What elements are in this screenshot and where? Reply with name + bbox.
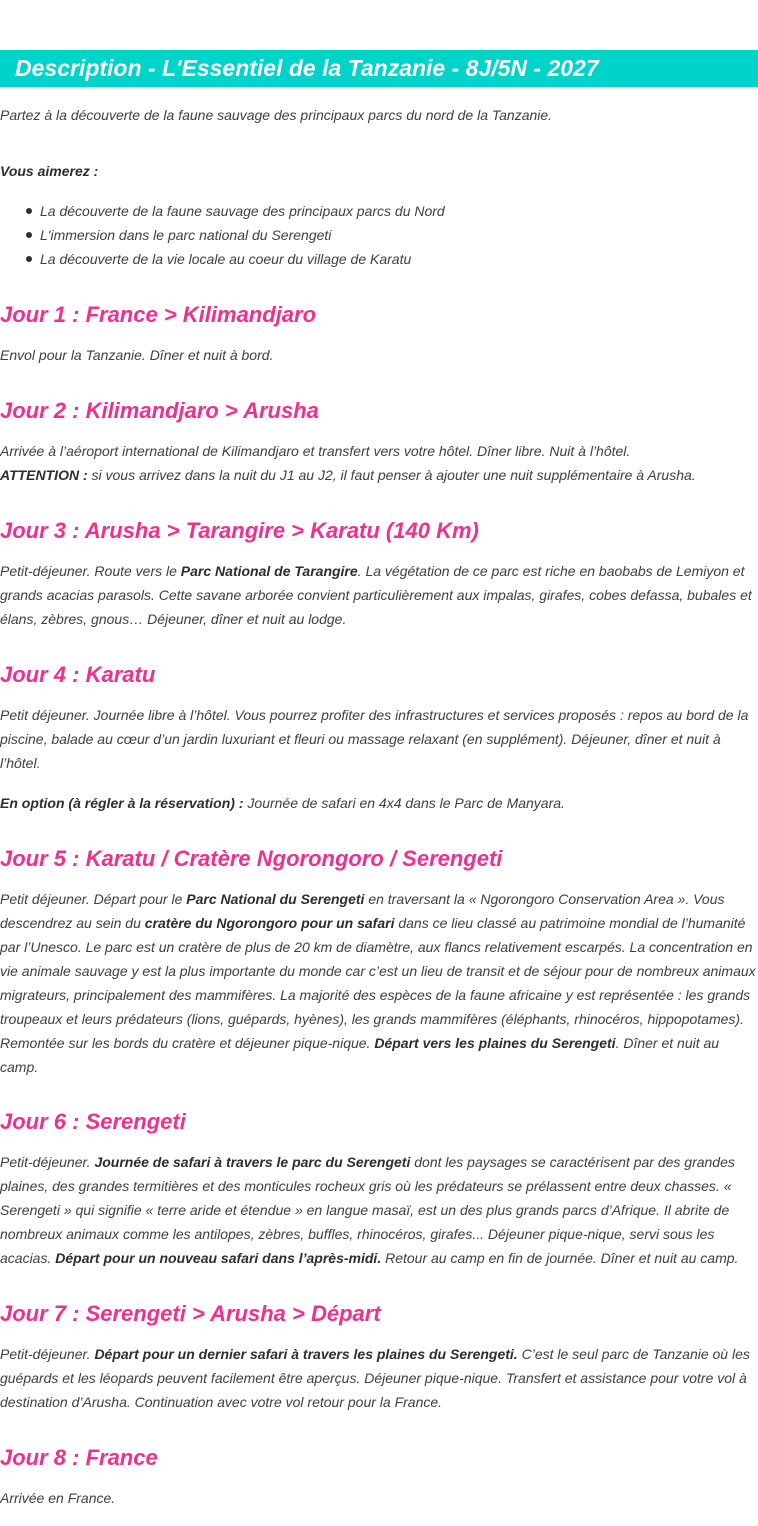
- page-title: Description - L'Essentiel de la Tanzanie - 8J/5N - 2027: [0, 50, 758, 87]
- highlights-list: [0, 199, 445, 271]
- attention-label: ATTENTION :: [0, 467, 88, 483]
- day-2-note: ATTENTION : si vous arrivez dans la nuit du J1 au J2, il faut penser à ajouter une nuit supplémentaire à Arusha.: [0, 467, 696, 483]
- day-2-heading: Jour 2 : Kilimandjaro > Arusha: [0, 398, 319, 423]
- day-7-text: Petit-déjeuner. Départ pour un dernier safari à travers les plaines du Serengeti. C’est le seul parc de Tanzanie où les guépards et les léopards peuvent facilement être aperçus. Déjeuner pique-nique. Transfert et assistance pour votre vol à destination d’Arusha. Continuation avec votre vol retour pour la France.: [0, 1346, 750, 1410]
- day-4-text: Petit déjeuner. Journée libre à l’hôtel. Vous pourrez profiter des infrastructures et services proposés : repos au bord de la piscine, balade au cœur d’un jardin luxuriant et fleuri ou massage relaxant (en supplément). Déjeuner, dîner et nuit à l’hôtel.: [0, 707, 749, 771]
- day-3-text: Petit-déjeuner. Route vers le Parc National de Tarangire. La végétation de ce parc est riche en baobabs de Lemiyon et grands acacias parasols. Cette savane arborée convient particulièrement aux impalas, girafes, cobes defassa, bubales et élans, zèbres, gnous… Déjeuner, dîner et nuit au lodge.: [0, 563, 752, 627]
- list-item: La découverte de la faune sauvage des principaux parcs du Nord: [0, 199, 445, 223]
- day-3-heading: Jour 3 : Arusha > Tarangire > Karatu (140 Km): [0, 518, 479, 543]
- day-6-text: Petit-déjeuner. Journée de safari à travers le parc du Serengeti dont les paysages se caractérisent par des grandes plaines, des grandes termitières et des monticules rocheux gris où les prédateurs se prélassent entre deux chasses. « Serengeti » qui signifie « terre aride et étendue » en langue masaï, est un des plus grands parcs d’Afrique. Il abrite de nombreux animaux comme les antilopes, zèbres, buffles, rhinocéros, girafes... Déjeuner pique-nique, servi sous les acacias. Départ pour un nouveau safari dans l’après-midi. Retour au camp en fin de journée. Dîner et nuit au camp.: [0, 1154, 739, 1266]
- day-5-text: Petit déjeuner. Départ pour le Parc National du Serengeti en traversant la « Ngorongoro Conservation Area ». Vous descendrez au sein du cratère du Ngorongoro pour un safari dans ce lieu classé au patrimoine mondial de l’humanité par l’Unesco. Le parc est un cratère de plus de 20 km de diamètre, aux flancs relativement escarpés. La concentration en vie animale sauvage y est la plus importante du monde car c’est un lieu de transit et de séjour pour de nombreux animaux migrateurs, principalement des mammifères. La majorité des espèces de la faune africaine y est représentée : les grands troupeaux et leurs prédateurs (lions, guépards, hyènes), les grands mammifères (éléphants, rhinocéros, hippopotames). Remontée sur les bords du cratère et déjeuner pique-nique. Départ vers les plaines du Serengeti. Dîner et nuit au camp.: [0, 891, 756, 1075]
- list-item: L'immersion dans le parc national du Serengeti: [0, 223, 445, 247]
- bullet-icon: [26, 208, 32, 214]
- intro-text: Partez à la découverte de la faune sauvage des principaux parcs du nord de la Tanzanie.: [0, 107, 553, 123]
- day-4-option: En option (à régler à la réservation) : Journée de safari en 4x4 dans le Parc de Manyara.: [0, 795, 565, 811]
- highlights-label: Vous aimerez :: [0, 163, 99, 179]
- bullet-icon: [26, 256, 32, 262]
- list-item: La découverte de la vie locale au coeur du village de Karatu: [0, 247, 445, 271]
- day-6-heading: Jour 6 : Serengeti: [0, 1109, 186, 1134]
- day-7-heading: Jour 7 : Serengeti > Arusha > Départ: [0, 1301, 381, 1326]
- bullet-icon: [26, 232, 32, 238]
- day-4-heading: Jour 4 : Karatu: [0, 662, 156, 687]
- day-5-heading: Jour 5 : Karatu / Cratère Ngorongoro / Serengeti: [0, 846, 503, 871]
- day-8-heading: Jour 8 : France: [0, 1445, 158, 1470]
- day-1-heading: Jour 1 : France > Kilimandjaro: [0, 302, 317, 327]
- day-1-text: Envol pour la Tanzanie. Dîner et nuit à bord.: [0, 347, 274, 363]
- day-2-text: Arrivée à l’aéroport international de Kilimandjaro et transfert vers votre hôtel. Dîner libre. Nuit à l’hôtel.: [0, 443, 631, 459]
- option-label: En option (à régler à la réservation) :: [0, 795, 244, 811]
- day-8-text: Arrivée en France.: [0, 1490, 116, 1506]
